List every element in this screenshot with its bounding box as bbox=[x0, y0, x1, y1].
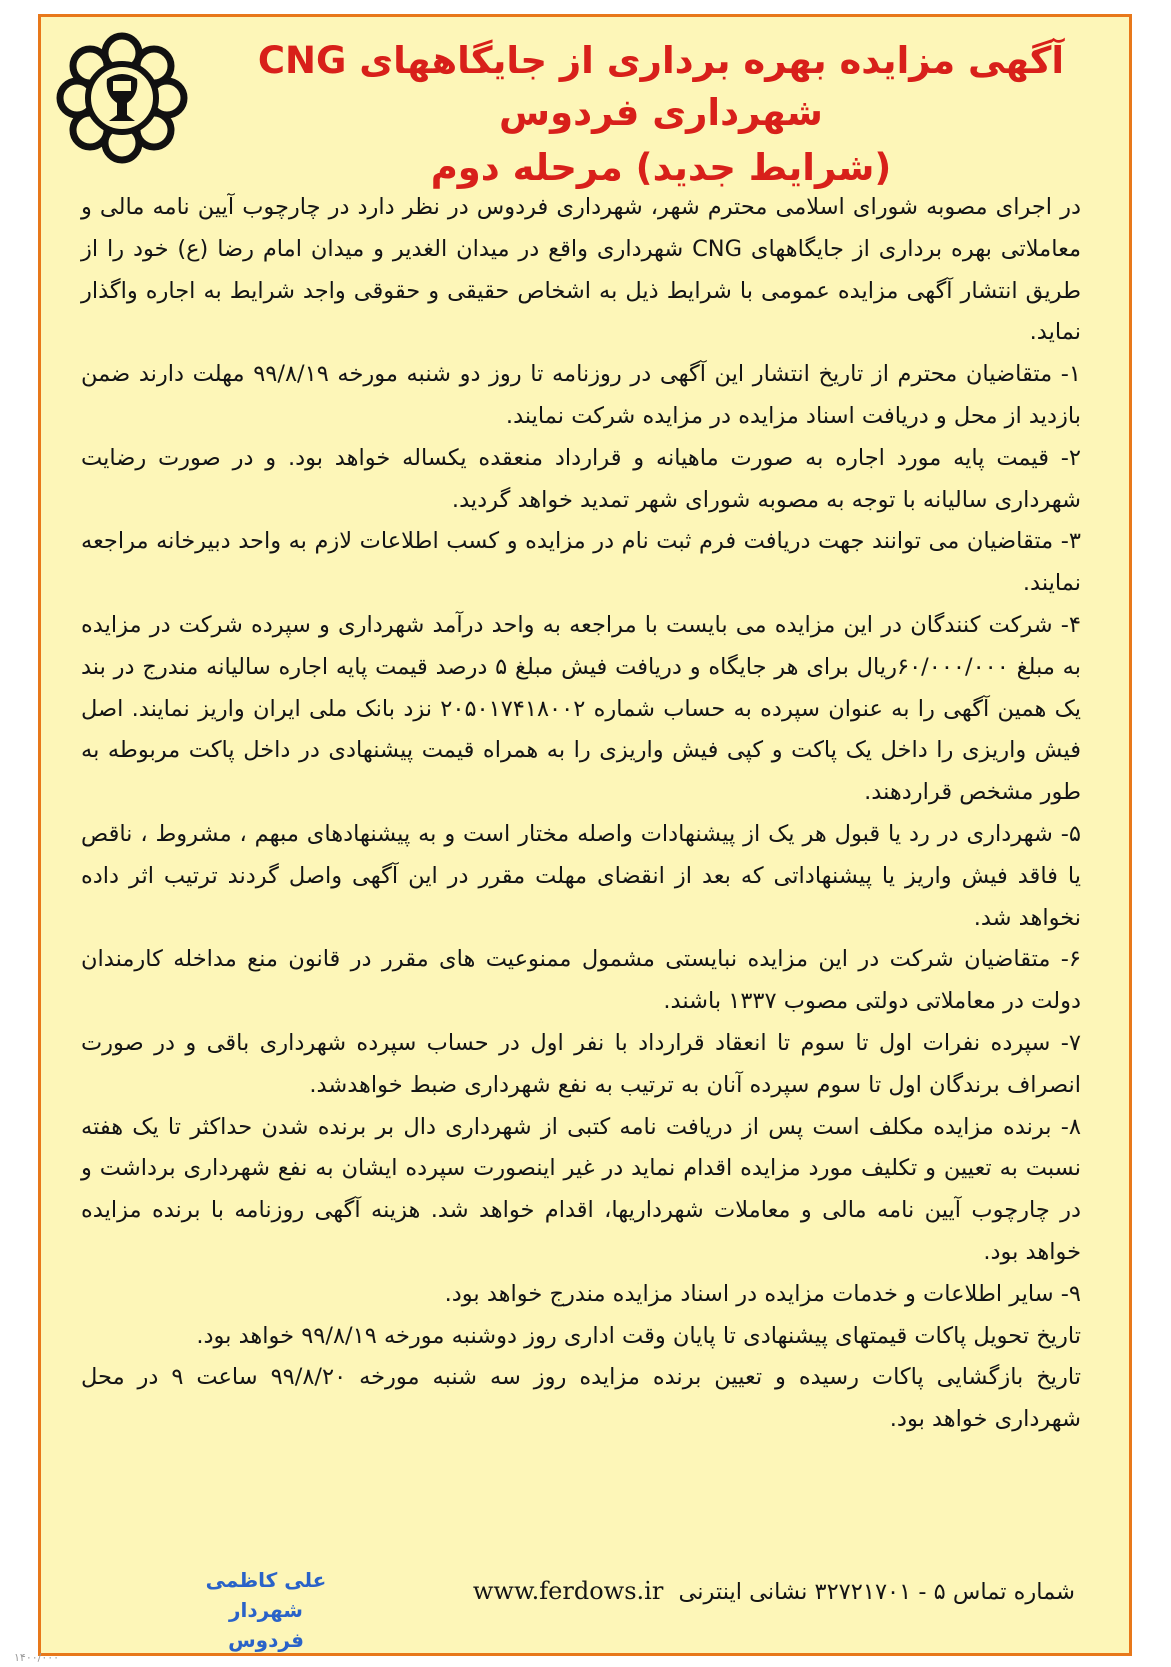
opening-date: تاریخ بازگشایی پاکات رسیده و تعیین برنده مزایده روز سه شنبه مورخه ۹۹/۸/۲۰ ساعت ۹ در محل شهرداری خواهد بود. bbox=[81, 1364, 1082, 1433]
condition-6: ۶- متقاضیان شرکت در این مزایده نبایستی مشمول ممنوعیت های مقرر در قانون منع مداخله کارمندان دولت در معاملاتی دولتی مصوب ۱۳۳۷ باشند. bbox=[81, 946, 1081, 1015]
ferdows-municipality-emblem-icon bbox=[47, 23, 197, 173]
condition-1: ۱- متقاضیان محترم از تاریخ انتشار این آگهی در روزنامه تا روز دو شنبه مورخه ۹۹/۸/۱۹ مهلت دارند ضمن بازدید از محل و دریافت اسناد مزایده در مزایده شرکت نمایند. bbox=[81, 361, 1081, 429]
announcement-body bbox=[81, 187, 1081, 1441]
signer-role: شهردار فردوس bbox=[228, 1598, 304, 1652]
title-block bbox=[211, 35, 1111, 197]
condition-8: ۸- برنده مزایده مکلف است پس از دریافت نامه کتبی از شهرداری دال بر برنده شدن حداکثر تا یک هفته نسبت به تعیین و تکلیف مورد مزایده اقدام نماید در غیر اینصورت سپرده ایشان به نفع شهرداری برداشت و در چارچوب آیین نامه مالی و معاملات شهرداریها، اقدام خواهد شد. هزینه آگهی روزنامه با برنده مزایده خواهد بود. bbox=[81, 1113, 1081, 1265]
footer-contact bbox=[473, 1577, 1075, 1605]
website-link[interactable]: www.ferdows.ir bbox=[472, 1577, 664, 1605]
intro-paragraph: در اجرای مصوبه شورای اسلامی محترم شهر، شهرداری فردوس در نظر دارد در چارچوب آیین نامه مالی و معاملاتی بهره برداری از جایگاههای CNG شهرداری واقع در میدان الغدیر و میدان امام رضا (ع) خود را از طریق انتشار آگهی مزایده عمومی با شرایط ذیل به اشخاص حقیقی و حقوقی واجد شرایط به اجاره واگذار نماید. bbox=[81, 194, 1081, 346]
condition-5: ۵- شهرداری در رد یا قبول هر یک از پیشنهادات واصله مختار است و به پیشنهادهای مبهم ، مشروط ، ناقص یا فاقد فیش واریز یا پیشنهاداتی که بعد از انقضای مهلت مقرر در این آگهی واصل گردند ترتیب اثر داده نخواهد شد. bbox=[81, 820, 1081, 931]
condition-9: ۹- سایر اطلاعات و خدمات مزایده در اسناد مزایده مندرج خواهد بود. bbox=[444, 1280, 1081, 1307]
signer-name: علی کاظمی bbox=[205, 1568, 327, 1592]
delivery-date: تاریخ تحویل پاکات قیمتهای پیشنهادی تا پایان وقت اداری روز دوشنبه مورخه ۹۹/۸/۱۹ خواهد بود. bbox=[196, 1322, 1081, 1349]
condition-2: ۲- قیمت پایه مورد اجاره به صورت ماهیانه و قرارداد منعقده یکساله خواهد بود. و در صورت رضایت شهرداری سالیانه با توجه به مصوبه شورای شهر تمدید خواهد گردید. bbox=[81, 444, 1081, 513]
advertisement-frame bbox=[38, 14, 1132, 1656]
page-marker: ۱۴۰۰/۰۰۰ bbox=[14, 1651, 60, 1664]
page-subtitle: (شرایط جدید) مرحله دوم bbox=[430, 146, 892, 189]
condition-7: ۷- سپرده نفرات اول تا سوم تا انعقاد قرارداد با نفر اول در حساب سپرده شهرداری باقی و در صورت انصراف برندگان اول تا سوم سپرده آنان به ترتیب به نفع شهرداری ضبط خواهدشد. bbox=[81, 1029, 1081, 1098]
page-title: آگهی مزایده بهره برداری از جایگاههای CNG شهرداری فردوس bbox=[257, 39, 1065, 134]
condition-4: ۴- شرکت کنندگان در این مزایده می بایست با مراجعه به واحد درآمد شهرداری و سپرده شرکت در مزایده به مبلغ ۶۰/۰۰۰/۰۰۰ریال برای هر جایگاه و دریافت فیش مبلغ ۵ درصد قیمت پایه اجاره سالیانه مندرج در بند یک همین آگهی را به عنوان سپرده به حساب شماره ۲۰۵۰۱۷۴۱۸۰۰۲ نزد بانک ملی ایران واریز نمایند. اصل فیش واریزی را داخل یک پاکت و کپی فیش واریزی را به همراه قیمت پیشنهادی در داخل پاکت مربوطه به طور مشخص قراردهند. bbox=[81, 611, 1081, 806]
contact-text: شماره تماس ۵ - ۳۲۷۲۱۷۰۱ نشانی اینترنی bbox=[678, 1579, 1075, 1605]
condition-3: ۳- متقاضیان می توانند جهت دریافت فرم ثبت نام در مزایده و کسب اطلاعات لازم به واحد دبیرخانه مراجعه نمایند. bbox=[81, 528, 1081, 597]
signature-block bbox=[191, 1565, 341, 1655]
